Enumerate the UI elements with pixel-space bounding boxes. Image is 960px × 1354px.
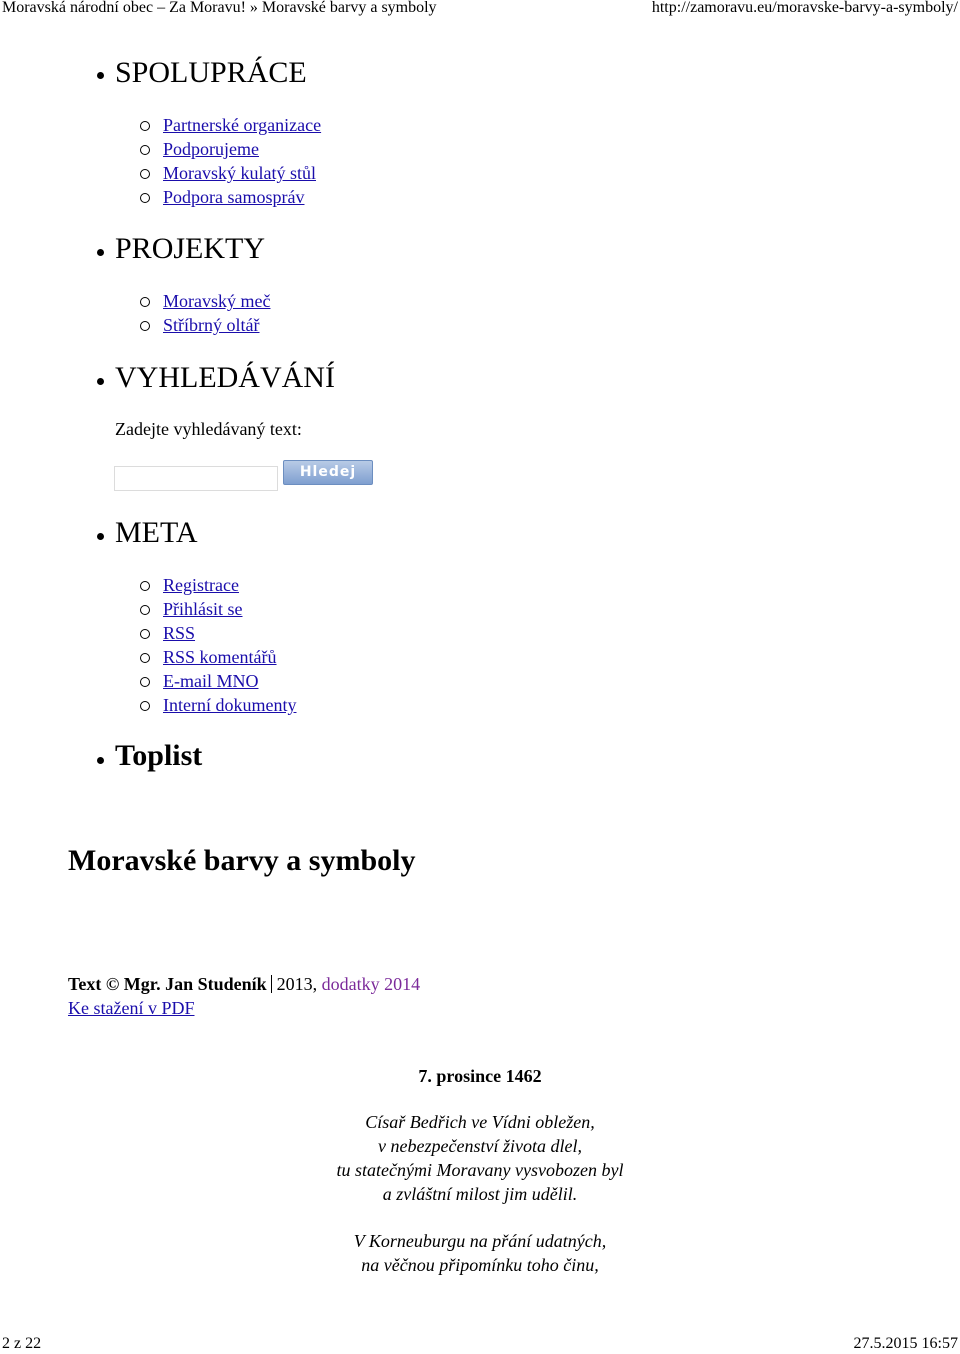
- list-item: [0, 316, 960, 340]
- link-interni-dokumenty[interactable]: Interní dokumenty: [163, 695, 297, 715]
- byline-dodatky: dodatky 2014: [321, 974, 421, 994]
- bullet-icon: [97, 533, 104, 540]
- widget-title-spoluprace: SPOLUPRÁCE: [115, 56, 307, 89]
- link-email-mno[interactable]: E-mail MNO: [163, 671, 259, 691]
- list-item: [0, 600, 960, 624]
- poem-line: V Korneuburgu na přání udatných,: [353, 1231, 607, 1251]
- widget-title-meta: META: [115, 516, 198, 549]
- search-label: Zadejte vyhledávaný text:: [115, 419, 302, 439]
- print-header: [0, 0, 960, 20]
- print-header-url: http://zamoravu.eu/moravske-barvy-a-symboly/: [651, 0, 958, 16]
- list-item: [0, 140, 960, 164]
- list-item: [0, 696, 960, 720]
- link-partnerske-organizace[interactable]: Partnerské organizace: [163, 115, 322, 135]
- link-rss[interactable]: RSS: [163, 623, 196, 643]
- circle-bullet-icon: [140, 629, 150, 639]
- search-input[interactable]: [114, 466, 278, 491]
- bullet-icon: [97, 378, 104, 385]
- poem-line: Císař Bedřich ve Vídni obležen,: [365, 1112, 595, 1132]
- bullet-icon: [97, 72, 104, 79]
- circle-bullet-icon: [140, 169, 150, 179]
- list-item: [0, 672, 960, 696]
- bullet-icon: [97, 249, 104, 256]
- circle-bullet-icon: [140, 321, 150, 331]
- circle-bullet-icon: [140, 701, 150, 711]
- search-button[interactable]: Hledej: [283, 460, 373, 485]
- page-number: 2 z 22: [2, 1335, 42, 1352]
- bullet-icon: [97, 757, 104, 764]
- list-item: [0, 624, 960, 648]
- poem-stanza-1: [280, 1110, 680, 1206]
- circle-bullet-icon: [140, 677, 150, 687]
- print-datetime: 27.5.2015 16:57: [853, 1335, 958, 1352]
- circle-bullet-icon: [140, 581, 150, 591]
- widget-title-vyhledavani: VYHLEDÁVÁNÍ: [115, 361, 335, 394]
- link-rss-komentaru[interactable]: RSS komentářů: [163, 647, 277, 667]
- link-podpora-samosprav[interactable]: Podpora samospráv: [163, 187, 305, 207]
- poem-line: v nebezpečenství života dlel,: [378, 1136, 582, 1156]
- byline-year: 2013,: [276, 974, 318, 994]
- poem-line: tu statečnými Moravany vysvobozen byl: [336, 1160, 624, 1180]
- print-header-title: Moravská národní obec – Za Moravu! » Moravské barvy a symboly: [2, 0, 437, 16]
- circle-bullet-icon: [140, 145, 150, 155]
- byline-author: Text © Mgr. Jan Studeník: [68, 974, 267, 994]
- poem-date: 7. prosince 1462: [418, 1066, 542, 1086]
- link-prihlasit-se[interactable]: Přihlásit se: [163, 599, 243, 619]
- circle-bullet-icon: [140, 653, 150, 663]
- poem-line: na věčnou připomínku toho činu,: [361, 1255, 599, 1275]
- circle-bullet-icon: [140, 193, 150, 203]
- list-item: [0, 292, 960, 316]
- link-moravsky-mec[interactable]: Moravský meč: [163, 291, 271, 311]
- link-moravsky-kulaty-stul[interactable]: Moravský kulatý stůl: [163, 163, 316, 183]
- print-footer: [0, 1336, 960, 1354]
- widget-title-projekty: PROJEKTY: [115, 232, 266, 265]
- circle-bullet-icon: [140, 121, 150, 131]
- pdf-download-link[interactable]: Ke stažení v PDF: [68, 998, 195, 1018]
- list-item: [0, 188, 960, 212]
- circle-bullet-icon: [140, 605, 150, 615]
- article-byline: [68, 975, 420, 993]
- article-title: Moravské barvy a symboly: [68, 844, 416, 877]
- list-item: [0, 648, 960, 672]
- poem-stanza-2: [280, 1229, 680, 1277]
- link-registrace[interactable]: Registrace: [163, 575, 239, 595]
- byline-separator: [271, 975, 272, 993]
- list-item: [0, 116, 960, 140]
- circle-bullet-icon: [140, 297, 150, 307]
- list-item: [0, 576, 960, 600]
- widget-title-toplist: Toplist: [115, 739, 203, 772]
- link-podporujeme[interactable]: Podporujeme: [163, 139, 259, 159]
- link-stribrny-oltar[interactable]: Stříbrný oltář: [163, 315, 260, 335]
- poem-line: a zvláštní milost jim udělil.: [382, 1184, 578, 1204]
- list-item: [0, 164, 960, 188]
